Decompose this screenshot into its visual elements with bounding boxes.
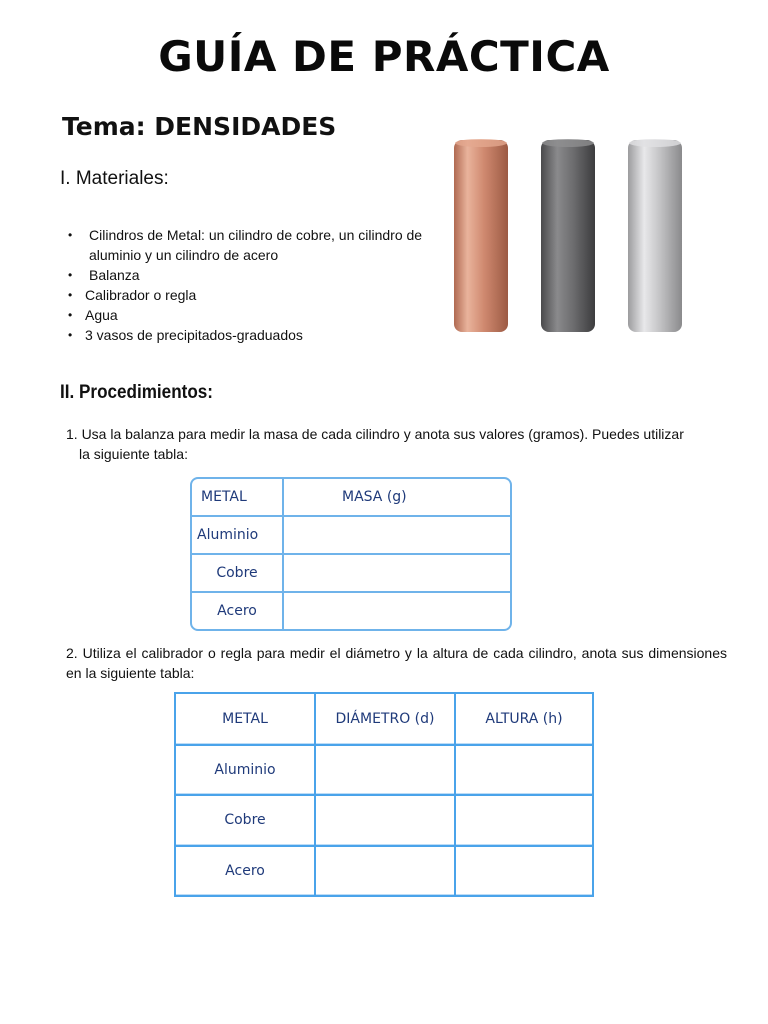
page-title: GUÍA DE PRÁCTICA — [158, 32, 610, 81]
table-cell-metal: Aluminio — [192, 516, 283, 554]
table-cell-metal: Aluminio — [175, 745, 315, 795]
table-cell-diameter — [315, 795, 455, 845]
list-item: • Cilindros de Metal: un cilindro de cobre, un cilindro de aluminio y un cilindro de acero — [66, 225, 436, 265]
table-row — [175, 693, 593, 745]
table-row — [192, 554, 510, 592]
table-row — [192, 592, 510, 629]
dimensions-table — [174, 692, 594, 897]
table-cell-height — [455, 795, 593, 845]
materials-list — [66, 225, 436, 345]
table-row — [175, 846, 593, 896]
table-cell-metal: Acero — [192, 592, 283, 629]
table-header-height: ALTURA (h) — [455, 693, 593, 745]
table-header-diameter: DIÁMETRO (d) — [315, 693, 455, 745]
table-cell-mass — [283, 554, 510, 592]
table-cell-metal: Acero — [175, 846, 315, 896]
mass-table — [190, 477, 512, 631]
table-cell-diameter — [315, 745, 455, 795]
list-item: • Balanza — [66, 265, 436, 285]
table-row — [175, 745, 593, 795]
materials-heading: I. Materiales: — [60, 168, 169, 189]
table-cell-mass — [283, 592, 510, 629]
aluminum-cylinder — [628, 139, 682, 332]
table-row — [192, 516, 510, 554]
list-item: • 3 vasos de precipitados-graduados — [66, 325, 436, 345]
table-cell-height — [455, 745, 593, 795]
table-cell-metal: Cobre — [175, 795, 315, 845]
table-header-metal: METAL — [175, 693, 315, 745]
copper-cylinder — [454, 139, 508, 332]
list-item: • Agua — [66, 305, 436, 325]
list-item: • Calibrador o regla — [66, 285, 436, 305]
steel-cylinder — [541, 139, 595, 332]
procedures-heading: II. Procedimientos: — [60, 382, 213, 403]
metal-cylinders-image — [440, 132, 696, 340]
step-2-text: 2. Utiliza el calibrador o regla para medir el diámetro y la altura de cada cilindro, anota sus dimensiones en la siguiente tabla: — [66, 645, 727, 681]
table-row — [192, 479, 510, 516]
table-header-mass: MASA (g) — [283, 479, 510, 516]
table-cell-height — [455, 846, 593, 896]
table-header-metal: METAL — [192, 479, 283, 516]
topic-heading: Tema: DENSIDADES — [62, 112, 337, 141]
table-row — [175, 795, 593, 845]
table-cell-mass — [283, 516, 510, 554]
table-cell-diameter — [315, 846, 455, 896]
step-1-text: 1. Usa la balanza para medir la masa de cada cilindro y anota sus valores (gramos). Puedes utilizar la siguiente tabla: — [66, 426, 684, 462]
table-cell-metal: Cobre — [192, 554, 283, 592]
